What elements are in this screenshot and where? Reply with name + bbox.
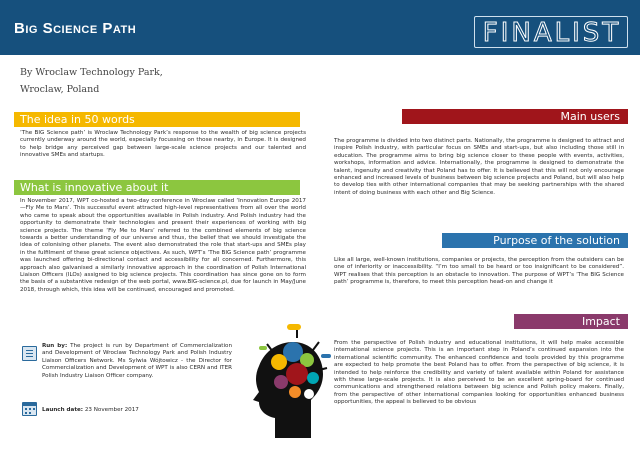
byline-location: Wroclaw, Poland <box>20 84 100 95</box>
byline-organisation: By Wroclaw Technology Park, <box>20 67 163 78</box>
section-heading-purpose: Purpose of the solution <box>442 233 628 248</box>
document-icon <box>22 346 37 361</box>
run-by-text: The project is run by Department of Commercialization and Development of Wroclaw Technology Park and Polish Industry Liaison Officers Network. Ms Sylwia Wójtowicz - the Director for Commercialization and Development of WPT is also CERN and ITER Polish Industry Liaison Officer company. <box>42 343 233 379</box>
header-bar <box>0 0 640 55</box>
page-title: Big Science Path <box>14 20 137 37</box>
impact-text: From the perspective of Polish industry and educational institutions, it will help make accessible international science projects. This is an important step in Poland’s continued expansion into the international scientific community. The enhanced confidence and tools provided by this programme are expected to help promote the best Poland has to offer. From the perspective of big science, it is intended to help reinforce the credibility and variety of talent available within Poland for assistance with these large-scale projects. It is also perceived to be an excellent spring-board for continued communications and strengthened relations between big science and Polish policy makers. Finally, from the perspective of other international companies looking for opportunities enhanced business opportunities, the appeal is believed to be obvious <box>334 340 624 406</box>
finalist-label: FINALIST <box>482 18 622 48</box>
launch-date-block <box>42 407 232 414</box>
finalist-badge <box>474 16 628 48</box>
idea-text: ‘The BIG Science path’ is Wroclaw Technology Park’s response to the wealth of big science projects currently underway around the world, especially focussing on those nearby, in Europe. It is designed to help bridge any perceived gap between large-scale science projects and our talented and innovative SMEs and startups. <box>20 130 306 159</box>
main-users-text: The programme is divided into two distinct parts. Nationally, the programme is designed to attract and inspire Polish industry, with particular focus on SMEs and start-ups, but also including those still in education. The programme aims to bring big science closer to these people with events, activities, workshops, information and advice. Internationally, the programme is designed to demonstrate the talent, ingenuity and creativity that Poland has to offer. It is believed that this will not only encourage enhanced and increased levels of business between big science projects and Poland, but will also help to develop ties with other international companies that may be seeking partnerships with the shared intent of doing business with each other and Big Science. <box>334 138 624 196</box>
section-heading-main-users: Main users <box>402 109 628 124</box>
purpose-text: Like all large, well-known institutions, companies or projects, the perception from the outsiders can be one of inferiority or inaccessibility. “I’m too small to be heard or too insignificant to be considered”. WPT realises that this perception is an obstacle to innovation. The purpose of WPT’s ‘The BIG Science path’ programme is, therefore, to meet this perception head-on and change it <box>334 257 624 286</box>
launch-date-value: 23 November 2017 <box>83 407 139 413</box>
calendar-icon <box>22 402 37 416</box>
launch-date-label: Launch date: <box>42 407 84 413</box>
section-heading-innovative: What is innovative about it <box>14 180 300 195</box>
run-by-label: Run by: <box>42 343 68 349</box>
run-by-block <box>42 343 232 380</box>
head-with-ideas-illustration <box>237 322 337 440</box>
section-heading-idea: The idea in 50 words <box>14 112 300 127</box>
byline <box>20 64 240 98</box>
innovative-text: In November 2017, WPT co-hosted a two-day conference in Wroclaw called ‘Innovation Europe 2017—Fly Me to Mars’. This successful event attracted high-level representatives from all over the world who came to speak about the opportunities available in Polish industry. And Polish industry had the opportunity to demonstrate their technologies and present their experiences of working with big science projects. The theme ‘Fly Me to Mars’ referred to the combined elements of big science towards a better understanding of our universe and thus, the belief that we should investigate the idea of colonising other planets. The event also demonstrated the role that start-ups and SMEs play in the fulfilment of these great science objectives. As such, WPT’s ‘The BIG Science path’ programme was launched offering bi-directional contact and accessibility for all concerned. Furthermore, this approach also galvanised a similarly innovative approach in the coordination of Polish International Liaison Officers (ILOs) assigned to big science projects. This coordination has since gone on to form the basis of a substantive redesign of the web portal, www.BIG-science.pl, due for launch in May/June 2018, through which, this idea will be continued, encouraged and promoted. <box>20 198 306 293</box>
section-heading-impact: Impact <box>514 314 628 329</box>
